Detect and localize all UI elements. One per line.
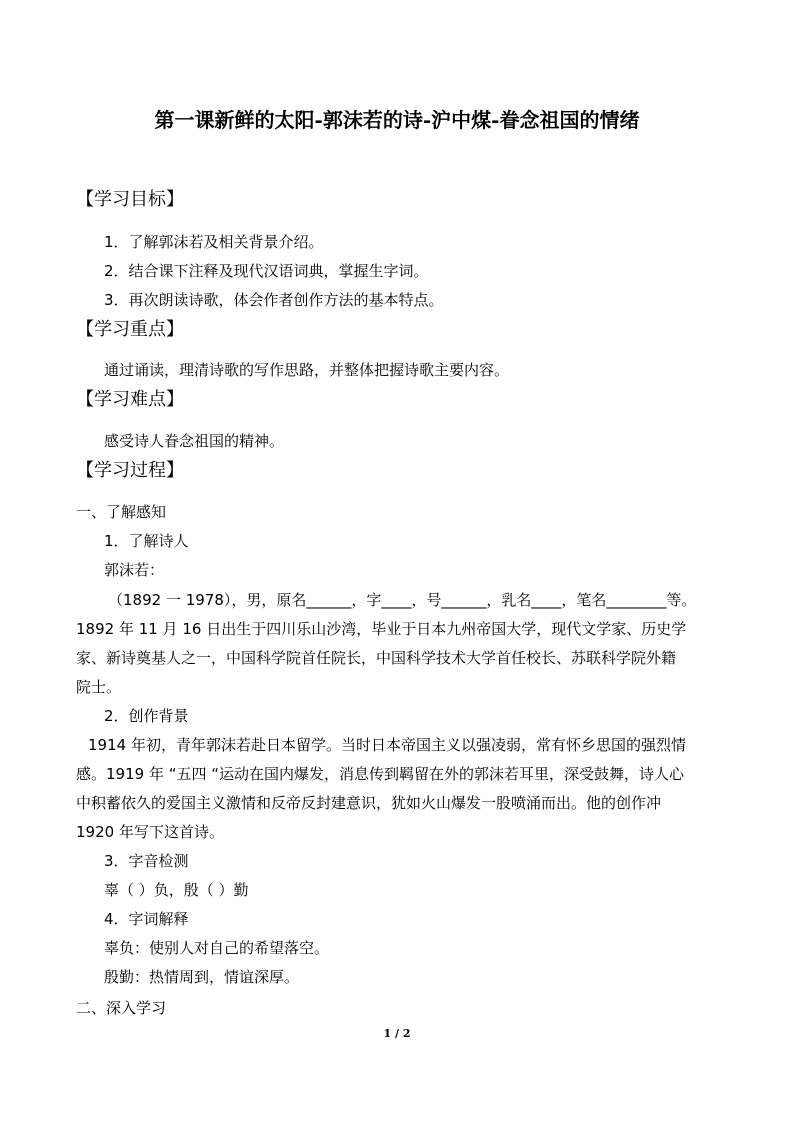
background-line-4: 1920 年写下这首诗。 [76, 823, 224, 841]
goal-item-2: 2．结合课下注释及现代汉语词典，掌握生字词。 [104, 262, 429, 280]
difficulties-heading: 【学习难点】 [76, 389, 184, 410]
bio-line-4: 院士。 [76, 678, 122, 696]
goals-heading: 【学习目标】 [76, 189, 184, 210]
goal-item-1: 1．了解郭沫若及相关背景介绍。 [104, 233, 324, 251]
pronunciation-test: 辜（ ）负，殷（ ）勤 [104, 881, 249, 899]
key-points-heading: 【学习重点】 [76, 319, 184, 340]
background-line-1: 1914 年初，青年郭沫若赴日本留学。当时日本帝国主义以强凌弱，常有怀乡思国的强烈情 [88, 736, 686, 754]
sub4-title: 4．字词解释 [104, 910, 189, 928]
sub3-title: 3．字音检测 [104, 852, 189, 870]
page-number: 1 / 2 [383, 1027, 411, 1040]
background-line-2: 感。1919 年 “五四 “运动在国内爆发，消息传到羁留在外的郭沫若耳里，深受鼓舞，诗人心 [76, 765, 685, 783]
key-points-text: 通过诵读，理清诗歌的写作思路，并整体把握诗歌主要内容。 [104, 361, 510, 379]
poet-label: 郭沫若： [104, 561, 165, 579]
difficulties-text: 感受诗人眷念祖国的精神。 [104, 432, 285, 450]
sub2-title: 2．创作背景 [104, 707, 189, 725]
goal-item-3: 3．再次朗读诗歌，体会作者创作方法的基本特点。 [104, 291, 444, 309]
bio-line-3: 家、新诗奠基人之一，中国科学院首任院长，中国科学技术大学首任校长、苏联科学院外籍 [76, 649, 677, 667]
bio-line-1: （1892 一 1978），男，原名______，字____，号______，乳名____，笔名________等。 [108, 591, 697, 609]
sub1-title: 1．了解诗人 [104, 532, 189, 550]
process-heading: 【学习过程】 [76, 460, 184, 481]
part1-title: 一、了解感知 [76, 503, 167, 521]
definition-2: 殷勤：热情周到，情谊深厚。 [104, 968, 300, 986]
definition-1: 辜负：使别人对自己的希望落空。 [104, 939, 330, 957]
page-title: 第一课新鲜的太阳-郭沫若的诗-沪中煤-眷念祖国的情绪 [154, 108, 640, 132]
part2-title: 二、深入学习 [76, 999, 167, 1017]
bio-line-2: 1892 年 11 月 16 日出生于四川乐山沙湾，毕业于日本九州帝国大学，现代文学家、历史学 [76, 620, 687, 638]
background-line-3: 中积蓄依久的爱国主义激情和反帝反封建意识，犹如火山爆发一股喷涌而出。他的创作冲 [76, 794, 662, 812]
